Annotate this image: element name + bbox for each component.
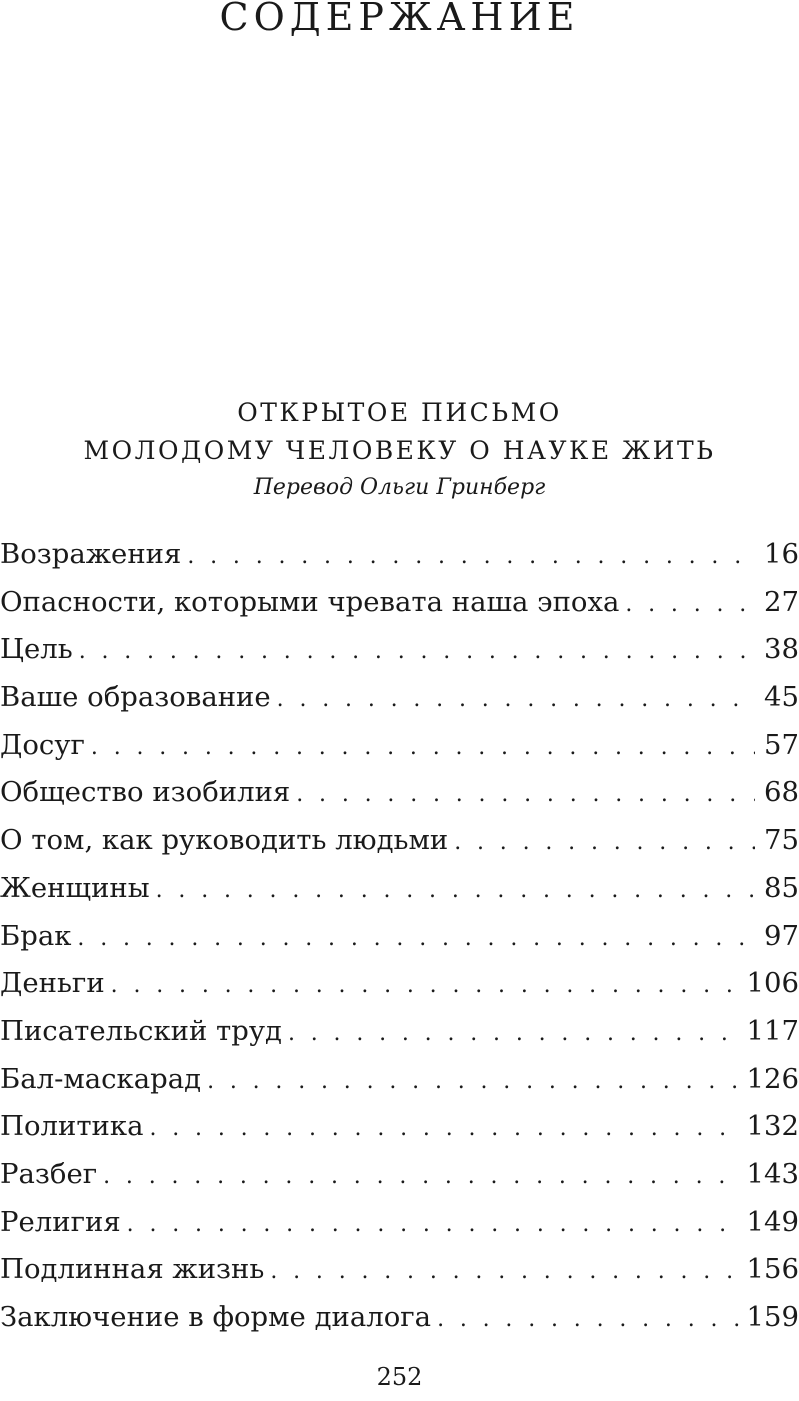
toc-entry[interactable]	[0, 1199, 799, 1247]
toc-entry-title: Женщины	[0, 871, 150, 904]
toc-entry-page: 106	[746, 967, 799, 1000]
toc-entry[interactable]	[0, 1008, 799, 1056]
toc-entry-title: Досуг	[0, 728, 85, 761]
dot-leader	[156, 867, 755, 915]
toc-entry-title: О том, как руководить людьми	[0, 824, 449, 857]
toc-entry-title: Возражения	[0, 538, 182, 570]
toc-entry-page: 132	[746, 1110, 799, 1143]
toc-entry[interactable]	[0, 531, 799, 579]
dot-leader	[454, 819, 755, 867]
toc-entry-title: Общество изобилия	[0, 776, 291, 809]
toc-entry-page: 159	[746, 1301, 799, 1333]
toc-entry-title: Заключение в форме диалога	[0, 1301, 432, 1333]
toc-entry[interactable]	[0, 1246, 799, 1294]
toc-entry[interactable]	[0, 769, 799, 817]
toc-entry-title: Бал-маскарад	[0, 1062, 202, 1095]
toc-entry-page: 16	[764, 538, 799, 570]
toc-entry-page: 156	[746, 1253, 799, 1286]
table-of-contents	[0, 531, 799, 1342]
toc-entry-title: Ваше образование	[0, 681, 271, 714]
dot-leader	[91, 724, 755, 772]
toc-entry[interactable]	[0, 1056, 799, 1104]
toc-entry[interactable]	[0, 626, 799, 674]
toc-entry[interactable]	[0, 1103, 799, 1151]
section-heading-line-1: ОТКРЫТОЕ ПИСЬМО	[237, 398, 562, 427]
dot-leader	[111, 962, 739, 1010]
dot-leader	[103, 1153, 738, 1201]
page-title: СОДЕРЖАНИЕ	[219, 0, 580, 39]
toc-entry-page: 143	[746, 1157, 799, 1190]
toc-entry[interactable]	[0, 960, 799, 1008]
toc-entry-title: Политика	[0, 1110, 144, 1143]
toc-entry[interactable]	[0, 913, 799, 961]
toc-entry-title: Опасности, которыми чревата наша эпоха	[0, 585, 620, 618]
toc-entry-page: 57	[764, 728, 799, 761]
toc-entry-page: 85	[764, 871, 799, 904]
dot-leader	[149, 1105, 738, 1153]
dot-leader	[296, 771, 755, 819]
toc-entry-title: Писательский труд	[0, 1014, 282, 1047]
toc-entry[interactable]	[0, 674, 799, 722]
toc-entry-title: Подлинная жизнь	[0, 1253, 265, 1286]
toc-entry-title: Разбег	[0, 1157, 98, 1190]
dot-leader	[625, 581, 755, 629]
dot-leader	[437, 1296, 738, 1344]
dot-leader	[79, 628, 755, 676]
toc-entry[interactable]	[0, 1294, 799, 1342]
section-heading	[0, 394, 799, 470]
toc-entry-title: Деньги	[0, 967, 105, 1000]
section-heading-line-2: МОЛОДОМУ ЧЕЛОВЕКУ О НАУКЕ ЖИТЬ	[83, 436, 716, 465]
dot-leader	[127, 1201, 739, 1249]
dot-leader	[270, 1248, 738, 1296]
page-number: 252	[376, 1363, 423, 1391]
toc-entry[interactable]	[0, 865, 799, 913]
dot-leader	[187, 533, 755, 581]
toc-entry-page: 117	[746, 1014, 799, 1047]
toc-entry-title: Цель	[0, 633, 73, 666]
dot-leader	[277, 676, 755, 724]
toc-entry[interactable]	[0, 817, 799, 865]
toc-entry[interactable]	[0, 722, 799, 770]
toc-entry-title: Брак	[0, 919, 72, 952]
toc-entry[interactable]	[0, 579, 799, 627]
toc-entry-page: 68	[764, 776, 799, 809]
toc-entry-page: 149	[746, 1205, 799, 1238]
toc-entry[interactable]	[0, 1151, 799, 1199]
toc-entry-title: Религия	[0, 1205, 121, 1238]
toc-entry-page: 38	[764, 633, 799, 666]
toc-entry-page: 126	[746, 1062, 799, 1095]
toc-entry-page: 97	[764, 919, 799, 952]
dot-leader	[288, 1010, 739, 1058]
toc-entry-page: 27	[764, 585, 799, 618]
dot-leader	[207, 1058, 738, 1106]
translator-credit: Перевод Ольги Гринберг	[253, 475, 546, 500]
dot-leader	[77, 915, 755, 963]
toc-entry-page: 45	[764, 681, 799, 714]
toc-entry-page: 75	[764, 824, 799, 857]
